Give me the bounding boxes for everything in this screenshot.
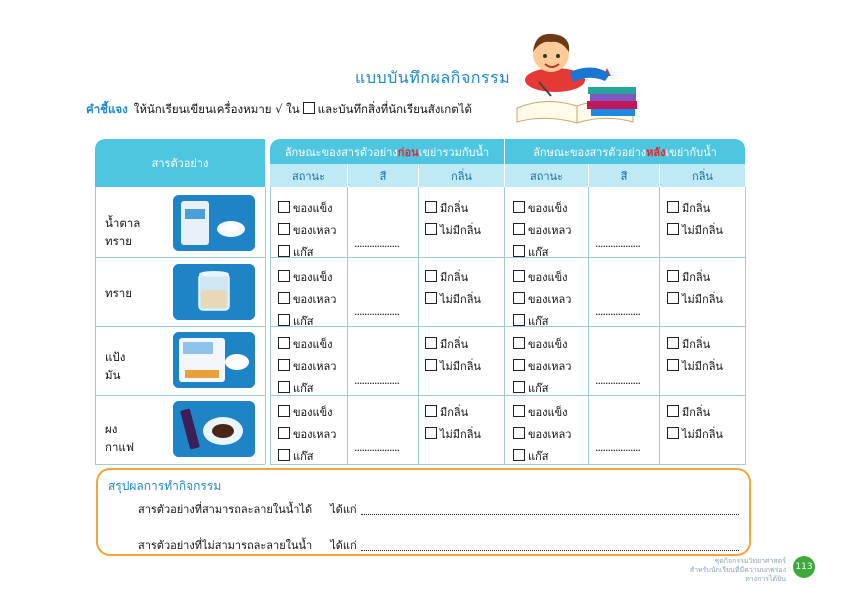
checkbox-no-smell[interactable]: ไม่มีกลิ่น [425,221,481,239]
instructions-text-before: ให้นักเรียนเขียนเครื่องหมาย √ ใน [133,102,300,116]
child-reading-illustration [515,26,640,126]
checkbox-gas[interactable]: แก๊ส [513,447,548,465]
checkbox-gas[interactable]: แก๊ส [278,312,313,330]
checkbox-liquid[interactable]: ของเหลว [278,221,336,239]
sand-photo [173,264,255,320]
subheader-state-before: สถานะ [270,164,347,187]
subheader-color-after: สี [589,164,659,187]
checkbox-has-smell[interactable]: มีกลิ่น [425,335,468,353]
checkbox-has-smell[interactable]: มีกลิ่น [667,199,710,217]
before-header-highlight: ก่อน [397,145,419,159]
checkbox-no-smell[interactable]: ไม่มีกลิ่น [667,357,723,375]
checkbox-solid[interactable]: ของแข็ง [278,268,332,286]
page-number: 113 [793,556,815,578]
color-blank[interactable]: .................. [354,374,399,387]
sugar-photo [173,195,255,251]
checkbox-no-smell[interactable]: ไม่มีกลิ่น [425,425,481,443]
checkbox-no-smell[interactable]: ไม่มีกลิ่น [667,425,723,443]
color-blank[interactable]: .................. [595,237,640,250]
checkbox-has-smell[interactable]: มีกลิ่น [667,403,710,421]
checkbox-liquid[interactable]: ของเหลว [513,357,571,375]
checkbox-liquid[interactable]: ของเหลว [513,221,571,239]
summary-title: สรุปผลการทำกิจกรรม [108,479,222,493]
checkbox-solid[interactable]: ของแข็ง [513,268,567,286]
checkbox-gas[interactable]: แก๊ส [513,312,548,330]
footer-audience: สำหรับนักเรียนที่มีความบกพร่องทางการได้ยิน [689,566,786,583]
checkbox-has-smell[interactable]: มีกลิ่น [425,199,468,217]
soluble-label: สารตัวอย่างที่สามารถละลายในน้ำได้ [138,503,313,516]
checkbox-no-smell[interactable]: ไม่มีกลิ่น [667,290,723,308]
checkbox-liquid[interactable]: ของเหลว [278,290,336,308]
checkbox-solid[interactable]: ของแข็ง [278,335,332,353]
sample-name: น้ำตาลทราย [105,216,141,248]
checkbox-has-smell[interactable]: มีกลิ่น [425,403,468,421]
subheader-color-before: สี [348,164,418,187]
checkbox-gas[interactable]: แก๊ส [278,447,313,465]
checkbox-no-smell[interactable]: ไม่มีกลิ่น [667,221,723,239]
coffee-powder-photo [173,401,255,457]
sample-name: ผงกาแฟ [105,422,134,454]
color-blank[interactable]: .................. [595,441,640,454]
checkbox-liquid[interactable]: ของเหลว [513,425,571,443]
after-header-suffix: เขย่ากับน้ำ [665,145,717,159]
summary-soluble-line [138,500,739,518]
before-header-prefix: ลักษณะของสารตัวอย่าง [284,145,398,159]
instructions [86,101,472,119]
before-header-suffix: เขย่ารวมกับน้ำ [418,145,490,159]
sample-name: แป้งมัน [105,350,126,382]
checkbox-solid[interactable]: ของแข็ง [513,199,567,217]
checkbox-solid[interactable]: ของแข็ง [513,403,567,421]
color-blank[interactable]: .................. [354,441,399,454]
checkbox-has-smell[interactable]: มีกลิ่น [667,335,710,353]
footer-series: ชุดกิจกรรมวิทยาศาสตร์ [714,557,786,565]
sample-column-header: สารตัวอย่าง [95,139,265,187]
summary-box [96,468,751,556]
subheader-state-after: สถานะ [505,164,588,187]
soluble-answer-label: ได้แก่ [330,503,357,516]
checkbox-liquid[interactable]: ของเหลว [278,357,336,375]
checkbox-liquid[interactable]: ของเหลว [513,290,571,308]
checkbox-gas[interactable]: แก๊ส [278,379,313,397]
checkbox-solid[interactable]: ของแข็ง [513,335,567,353]
page-title: แบบบันทึกผลกิจกรรม [355,68,511,87]
after-header-prefix: ลักษณะของสารตัวอย่าง [533,145,647,159]
checkbox-icon [303,102,315,114]
checkbox-solid[interactable]: ของแข็ง [278,403,332,421]
checkbox-no-smell[interactable]: ไม่มีกลิ่น [425,357,481,375]
subheader-smell-before: กลิ่น [419,164,504,187]
checkbox-gas[interactable]: แก๊ส [513,379,548,397]
instructions-lead: คำชี้แจง [86,102,128,116]
subheader-smell-after: กลิ่น [660,164,745,187]
insoluble-answer-field[interactable] [361,550,739,551]
after-header-highlight: หลัง [646,145,666,159]
summary-insoluble-line [138,536,739,554]
checkbox-has-smell[interactable]: มีกลิ่น [425,268,468,286]
checkbox-gas[interactable]: แก๊ส [513,243,548,261]
checkbox-no-smell[interactable]: ไม่มีกลิ่น [425,290,481,308]
insoluble-answer-label: ได้แก่ [330,539,357,552]
after-shaking-header [505,139,745,164]
color-blank[interactable]: .................. [595,374,640,387]
instructions-text-after: และบันทึกสิ่งที่นักเรียนสังเกตได้ [317,102,472,116]
footer [668,557,786,584]
checkbox-liquid[interactable]: ของเหลว [278,425,336,443]
color-blank[interactable]: .................. [354,305,399,318]
soluble-answer-field[interactable] [361,514,739,515]
color-blank[interactable]: .................. [595,305,640,318]
sample-name: ทราย [105,286,132,300]
before-shaking-header [270,139,504,164]
checkbox-gas[interactable]: แก๊ส [278,243,313,261]
checkbox-solid[interactable]: ของแข็ง [278,199,332,217]
insoluble-label: สารตัวอย่างที่ไม่สามารถละลายในน้ำ [138,539,313,552]
checkbox-has-smell[interactable]: มีกลิ่น [667,268,710,286]
tapioca-flour-photo [173,332,255,388]
color-blank[interactable]: .................. [354,237,399,250]
